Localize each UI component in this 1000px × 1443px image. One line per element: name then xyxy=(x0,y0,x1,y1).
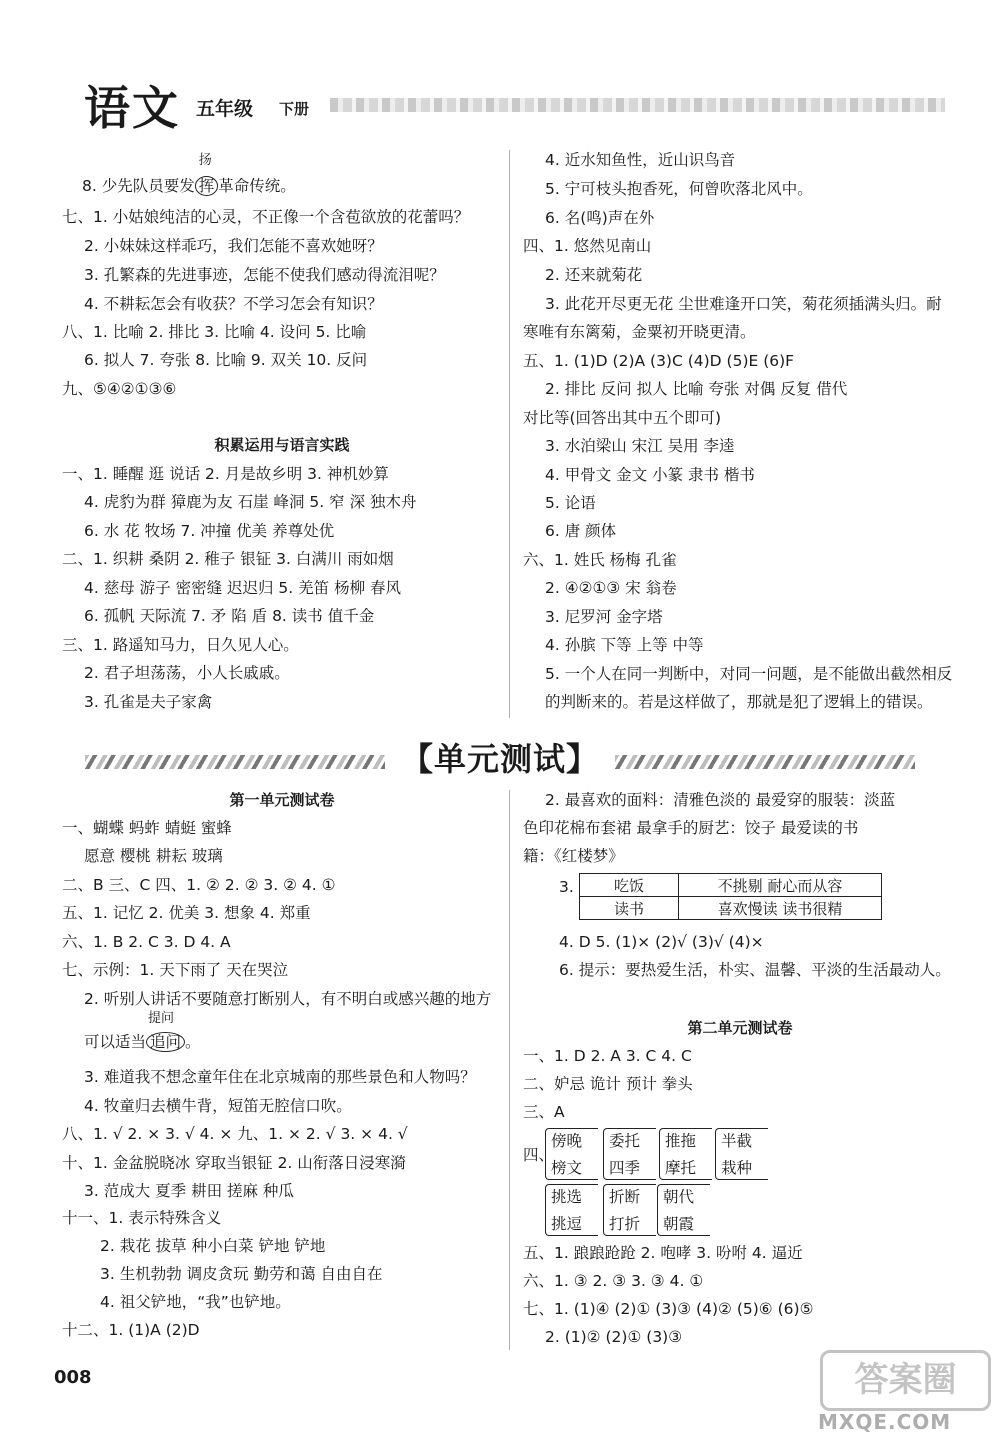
watermark-site: MXQE.COM xyxy=(818,1410,952,1434)
volume-label: 下册 xyxy=(279,100,310,118)
answer-line: 一、蝴蝶 蚂蚱 蜻蜓 蜜蜂 xyxy=(62,819,232,837)
answer-line: 2. (1)② (2)① (3)③ xyxy=(545,1328,683,1346)
answer-line: 七、示例：1. 天下雨了 天在哭泣 xyxy=(62,961,289,979)
table-cell: 不挑剔 耐心而从容 xyxy=(679,874,882,897)
question-four-label: 四、 xyxy=(523,1146,555,1164)
word-group-item: 推拖 xyxy=(665,1132,697,1150)
banner-stripe-right xyxy=(615,755,915,769)
table-cell: 吃饭 xyxy=(580,874,679,897)
answer-line: 4. 慈母 游子 密密缝 迟迟归 5. 羌笛 杨柳 春风 xyxy=(84,579,401,597)
word-group-item: 挑逗 xyxy=(551,1215,583,1233)
answer-line: 5. 一个人在同一判断中，对同一问题，是不能做出截然相反 xyxy=(545,665,953,683)
word-group-item: 朝霞 xyxy=(663,1215,695,1233)
answer-line: 4. 孙膑 下等 上等 中等 xyxy=(545,636,704,654)
column-divider-bottom xyxy=(509,790,510,1350)
answer-line: 三、A xyxy=(523,1103,565,1121)
answer-line: 3. 水泊梁山 宋江 吴用 李逵 xyxy=(545,437,735,455)
table-row xyxy=(580,874,882,897)
word-group-item: 摩托 xyxy=(665,1159,697,1177)
answer-line: 九、⑤④②①③⑥ xyxy=(62,380,177,398)
answer-line: 4. 牧童归去横牛背，短笛无腔信口吹。 xyxy=(84,1097,352,1115)
answer-line: 色印花棉布套裙 最拿手的厨艺：饺子 最爱读的书 xyxy=(523,819,859,837)
answer-line: 二、1. 织耕 桑阴 2. 稚子 银钲 3. 白满川 雨如烟 xyxy=(62,550,394,568)
answer-line: 3. 孔繁森的先进事迹，怎能不使我们感动得流泪呢？ xyxy=(84,266,445,284)
answer-line: 五、1. 踉踉跄跄 2. 咆哮 3. 吩咐 4. 逼近 xyxy=(523,1244,803,1262)
answer-line-correction: 可以适当 提问 追问 。 xyxy=(84,1011,201,1051)
word-group-item: 朝代 xyxy=(663,1188,695,1206)
answer-line: 寒唯有东篱菊，金粟初开晓更清。 xyxy=(523,323,756,341)
correction-above: 扬 xyxy=(198,153,212,168)
watermark-logo: 答案圈 xyxy=(820,1350,991,1411)
subject-title: 语文 xyxy=(84,81,180,135)
answer-line: 对比等(回答出其中五个即可) xyxy=(523,409,722,427)
answer-line: 2. 最喜欢的面料：清雅色淡的 最爱穿的服装：淡蓝 xyxy=(545,791,896,809)
answer-line: 愿意 樱桃 耕耘 玻璃 xyxy=(84,847,223,865)
answer-line: 3. 孔雀是夫子家禽 xyxy=(84,693,213,711)
answer-line: 2. 听别人讲话不要随意打断别人，有不明白或感兴趣的地方 xyxy=(84,990,492,1008)
answer-line: 十一、1. 表示特殊含义 xyxy=(62,1209,222,1227)
answer-line: 2. 还来就菊花 xyxy=(545,266,643,284)
answer-line: 3. 生机勃勃 调皮贪玩 勤劳和蔼 自由自在 xyxy=(100,1265,383,1283)
unit-test-banner: 【单元测试】 xyxy=(400,740,599,778)
answer-line: 2. ④②①③ 宋 翁卷 xyxy=(545,579,677,597)
answer-line: 5. 宁可枝头抱香死，何曾吹落北风中。 xyxy=(545,180,813,198)
word-group-item: 折断 xyxy=(609,1188,641,1206)
answer-line: 二、B 三、C 四、1. ② 2. ② 3. ② 4. ① xyxy=(62,876,336,894)
answer-line: 5. 论语 xyxy=(545,494,596,512)
answer-line: 6. 提示：要热爱生活，朴实、温馨、平淡的生活最动人。 xyxy=(559,961,951,979)
answer-line: 4. 祖父铲地，“我”也铲地。 xyxy=(100,1293,291,1311)
column-divider-top xyxy=(509,150,510,718)
answer-line: 3. 尼罗河 金字塔 xyxy=(545,608,663,626)
unit1-heading: 第一单元测试卷 xyxy=(229,791,335,809)
answer-line: 4. 近水知鱼性，近山识鸟音 xyxy=(545,151,736,169)
answer-line: 三、1. 路遥知马力，日久见人心。 xyxy=(62,636,299,654)
correction-above: 提问 xyxy=(148,1011,175,1026)
answer-line: 七、1. (1)④ (2)① (3)③ (4)② (5)⑥ (6)⑤ xyxy=(523,1300,814,1318)
word-group-item: 傍晚 xyxy=(551,1132,583,1150)
answer-line: 七、1. 小姑娘纯洁的心灵，不正像一个含苞欲放的花蕾吗？ xyxy=(62,208,470,226)
header-decoration-band xyxy=(330,98,945,112)
answer-line: 五、1. 记忆 2. 优美 3. 想象 4. 郑重 xyxy=(62,904,311,922)
word-group-item: 委托 xyxy=(609,1132,641,1150)
correction-mark xyxy=(195,153,219,196)
answer-line: 六、1. B 2. C 3. D 4. A xyxy=(62,933,231,951)
answer-line: 3. 范成大 夏季 耕田 搓麻 种瓜 xyxy=(84,1182,294,1200)
correction-ring: 挥 xyxy=(195,176,219,196)
answer-line: 2. 君子坦荡荡，小人长戚戚。 xyxy=(84,664,290,682)
unit2-heading: 第二单元测试卷 xyxy=(687,1019,793,1037)
answer-line: 五、1. (1)D (2)A (3)C (4)D (5)E (6)F xyxy=(523,352,795,370)
answer-line: 3. 难道我不想念童年住在北京城南的那些景色和人物吗？ xyxy=(84,1068,476,1086)
answer-line: 4. D 5. (1)× (2)√ (3)√ (4)× xyxy=(559,933,764,951)
correction-ring: 追问 xyxy=(146,1032,185,1052)
table-cell: 喜欢慢读 读书很精 xyxy=(679,897,882,920)
answer-line: 的判断来的。若是这样做了，那就是犯了逻辑上的错误。 xyxy=(545,693,933,711)
table-row xyxy=(580,897,882,920)
word-group-item: 栽种 xyxy=(721,1159,753,1177)
answer-line: 4. 甲骨文 金文 小篆 隶书 楷书 xyxy=(545,466,755,484)
answer-line: 一、1. D 2. A 3. C 4. C xyxy=(523,1047,692,1065)
answer-line: 6. 拟人 7. 夸张 8. 比喻 9. 双关 10. 反问 xyxy=(84,351,368,369)
answer-line: 十二、1. (1)A (2)D xyxy=(62,1321,200,1339)
answer-line: 一、1. 睡醒 逛 说话 2. 月是故乡明 3. 神机妙算 xyxy=(62,465,389,483)
answer-line: 二、妒忌 诡计 预计 拳头 xyxy=(523,1075,693,1093)
answer-table xyxy=(579,873,882,920)
grade-label: 五年级 xyxy=(196,98,254,120)
word-group-item: 榜文 xyxy=(551,1159,583,1177)
answer-line: 6. 孤帆 天际流 7. 矛 陷 盾 8. 读书 值千金 xyxy=(84,607,375,625)
answer-item-8: 8. 少先队员要发 扬 挥 革命传统。 xyxy=(82,153,296,195)
section-heading-accumulation: 积累运用与语言实践 xyxy=(214,436,350,454)
answer-line: 6. 名(鸣)声在外 xyxy=(545,209,655,227)
answer-line: 籍：《红楼梦》 xyxy=(523,847,624,865)
page-number: 008 xyxy=(54,1367,92,1388)
answer-line: 3. 此花开尽更无花 尘世难逢开口笑，菊花须插满头归。耐 xyxy=(545,295,942,313)
answer-line: 2. 栽花 拔草 种小白菜 铲地 铲地 xyxy=(100,1237,326,1255)
answer-line: 六、1. ③ 2. ③ 3. ③ 4. ① xyxy=(523,1272,704,1290)
banner-stripe-left xyxy=(85,755,385,769)
answer-line: 十、1. 金盆脱晓冰 穿取当银钲 2. 山衔落日浸寒漪 xyxy=(62,1154,406,1172)
answer-line: 4. 不耕耘怎会有收获？不学习怎会有知识？ xyxy=(84,295,383,313)
answer-line: 四、1. 悠然见南山 xyxy=(523,237,652,255)
answer-line: 6. 水 花 牧场 7. 冲撞 优美 养尊处优 xyxy=(84,522,335,540)
answer-line: 2. 小妹妹这样乖巧，我们怎能不喜欢她呀？ xyxy=(84,237,383,255)
table-cell: 读书 xyxy=(580,897,679,920)
word-group-item: 半截 xyxy=(721,1132,753,1150)
table-number: 3. xyxy=(559,878,574,896)
answer-line: 八、1. √ 2. × 3. √ 4. × 九、1. × 2. √ 3. × 4. √ xyxy=(62,1125,408,1143)
answer-line: 2. 排比 反问 拟人 比喻 夸张 对偶 反复 借代 xyxy=(545,380,848,398)
word-group-item: 挑选 xyxy=(551,1188,583,1206)
answer-line: 八、1. 比喻 2. 排比 3. 比喻 4. 设问 5. 比喻 xyxy=(62,323,367,341)
answer-line: 6. 唐 颜体 xyxy=(545,522,617,540)
correction-mark xyxy=(146,1011,185,1052)
answer-line: 六、1. 姓氏 杨梅 孔雀 xyxy=(523,551,677,569)
word-group-item: 打折 xyxy=(609,1215,641,1233)
answer-line: 4. 虎豹为群 獐鹿为友 石崖 峰洞 5. 窄 深 独木舟 xyxy=(84,493,417,511)
word-group-item: 四季 xyxy=(609,1159,641,1177)
